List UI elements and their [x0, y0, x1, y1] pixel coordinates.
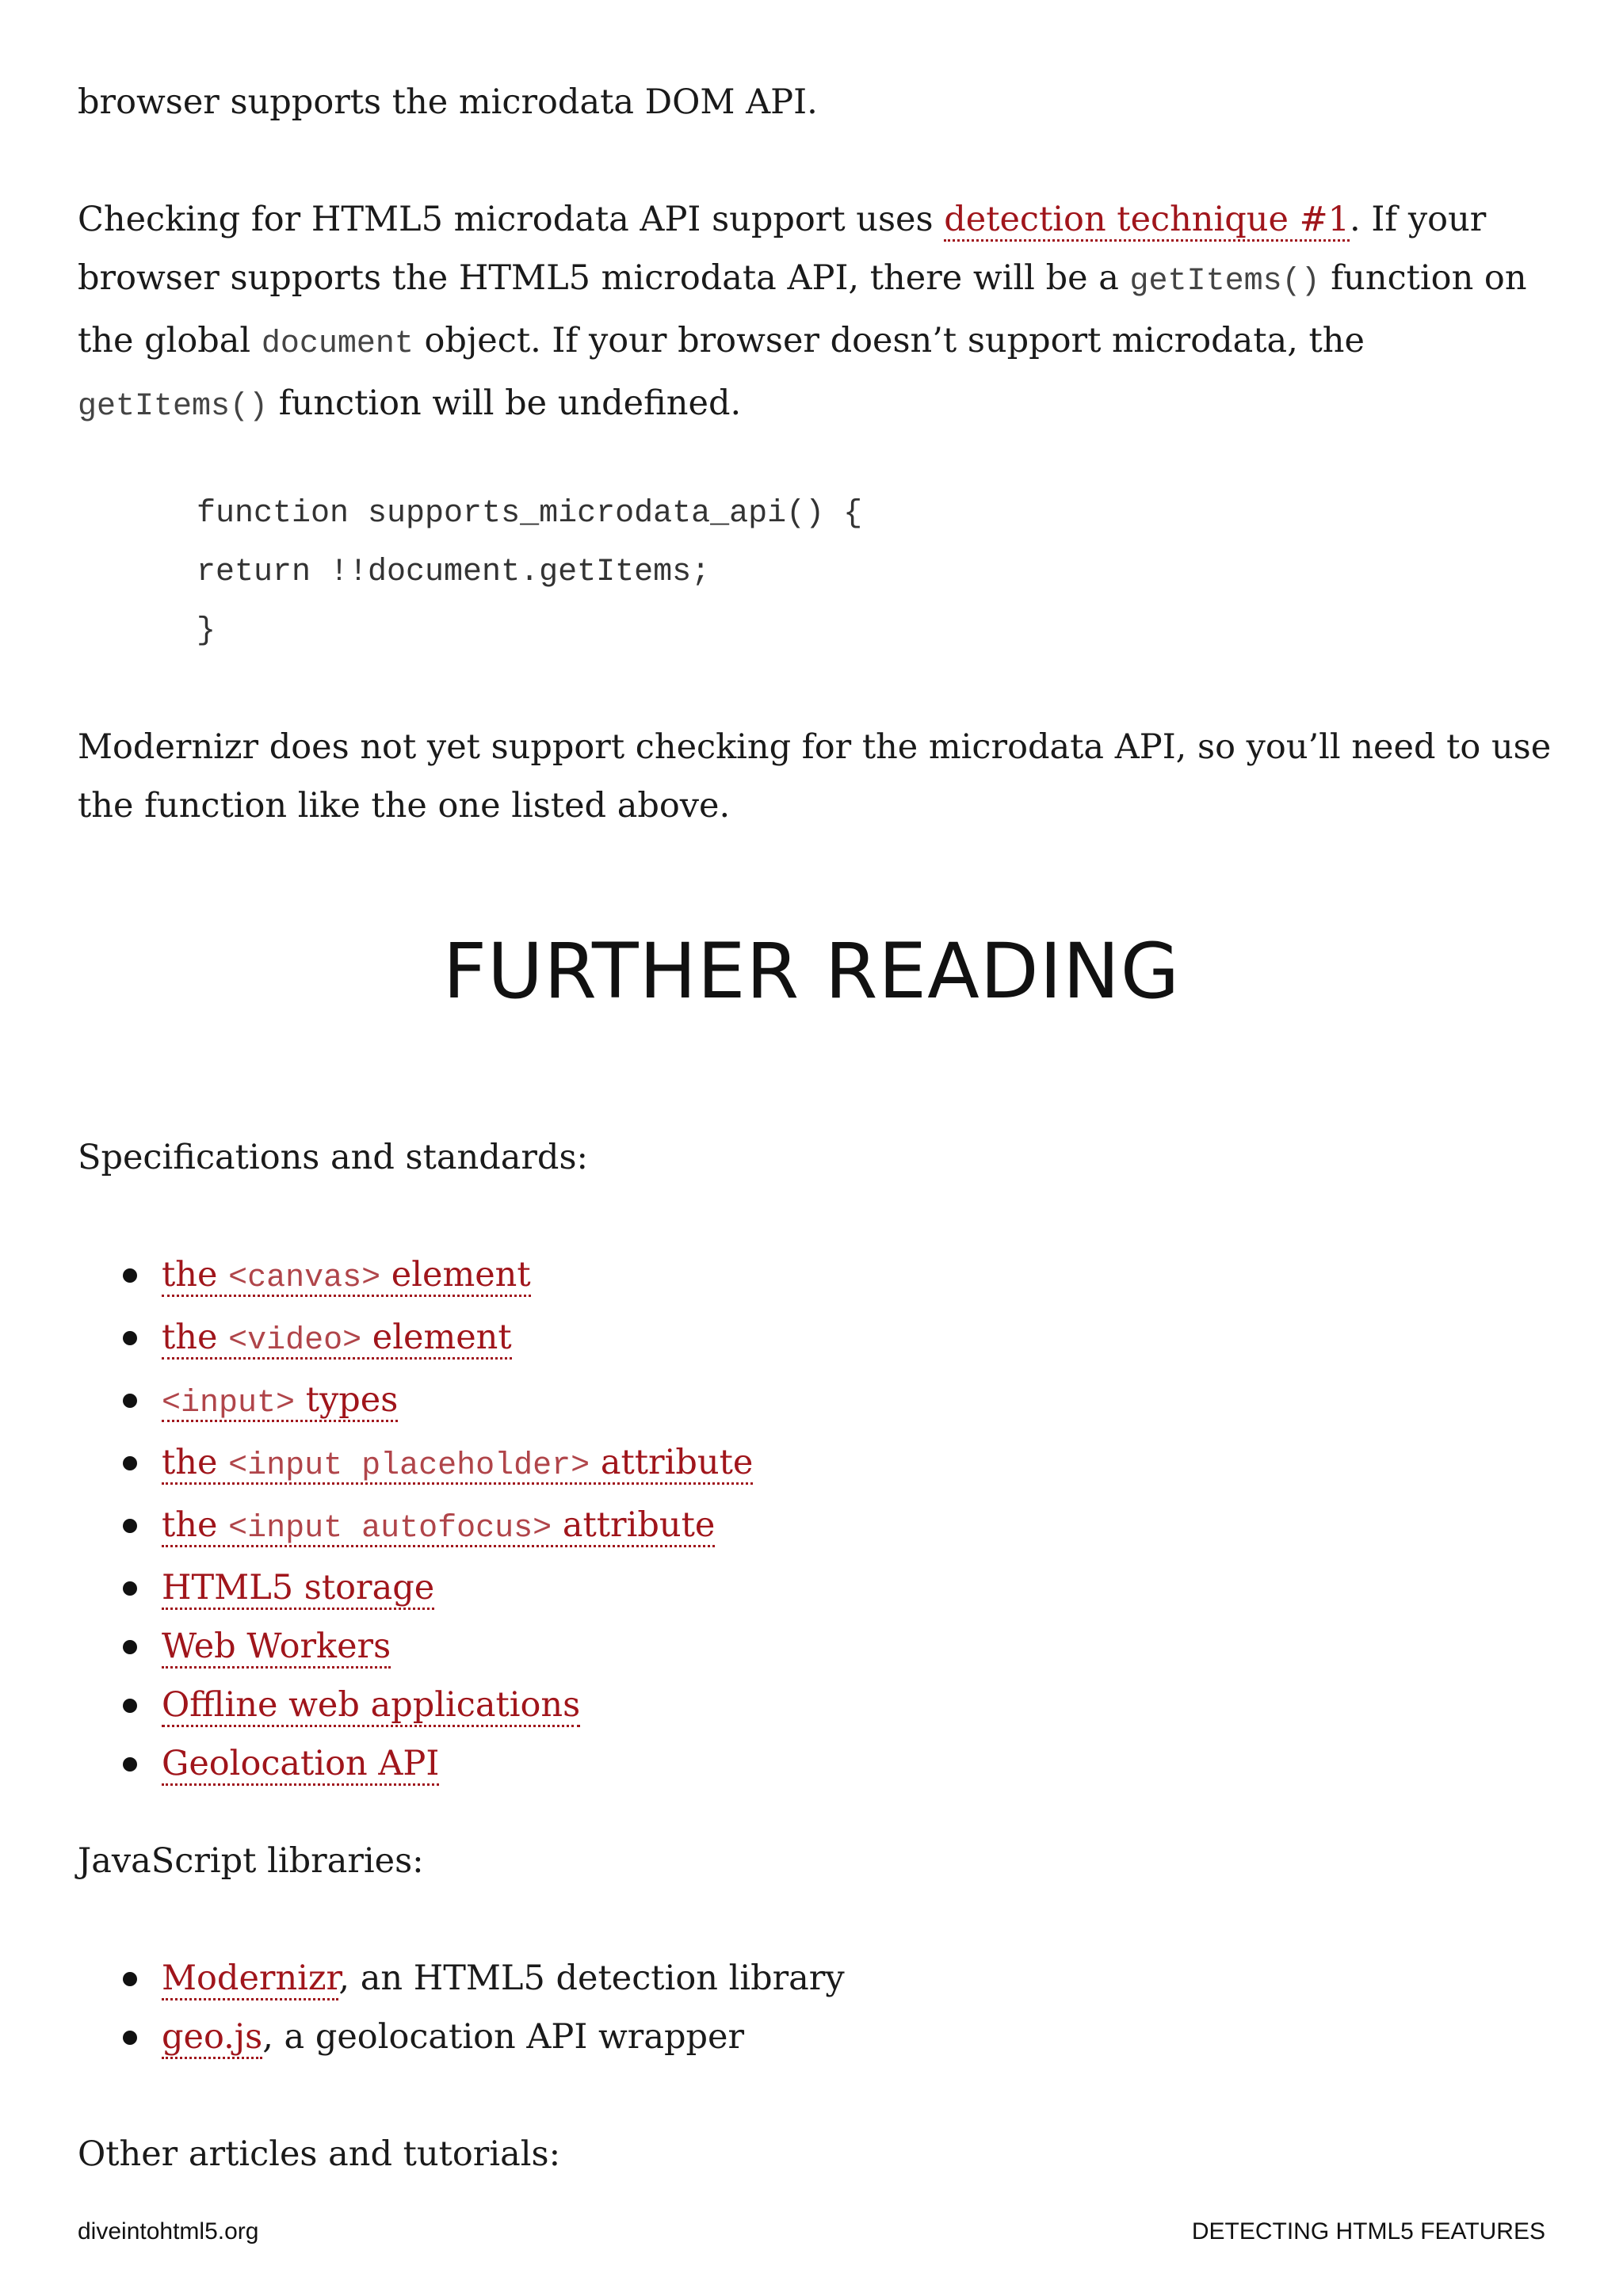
bullet-icon [123, 1757, 137, 1772]
list-item [78, 1245, 753, 1308]
list-item [78, 1308, 753, 1371]
modernizr-paragraph: Modernizr does not yet support checking for the microdata API, so you’ll need to use the function like the one listed above. [78, 727, 1552, 826]
further-reading-heading: FURTHER READING [442, 927, 1181, 1016]
spec-link-video[interactable]: the <video> element [162, 1318, 512, 1359]
spec-link-autofocus[interactable]: the <input autofocus> attribute [162, 1505, 716, 1547]
microdata-paragraph [78, 190, 1552, 437]
code-line: } [197, 613, 216, 649]
para1-text-1: Checking for HTML5 microdata API support uses [78, 200, 945, 239]
para1-text-2: . If your browser supports the HTML5 microdata API, there will be a [78, 200, 1487, 298]
list-item [78, 1676, 753, 1734]
bullet-icon [123, 1581, 137, 1596]
bullet-icon [123, 2031, 137, 2045]
spec-link-web-workers[interactable]: Web Workers [162, 1627, 391, 1669]
spec-link-canvas[interactable]: the <canvas> element [162, 1255, 531, 1296]
bullet-icon [123, 1972, 137, 1986]
list-item [78, 1734, 753, 1793]
code-block [197, 485, 862, 661]
list-item [78, 1371, 753, 1433]
getitems-code: getItems() [1129, 264, 1320, 299]
para1-text-4: object. If your browser doesn’t support microdata, the [413, 321, 1365, 360]
spec-link-offline[interactable]: Offline web applications [162, 1685, 580, 1727]
bullet-icon [123, 1268, 137, 1283]
spec-link-placeholder[interactable]: the <input placeholder> attribute [162, 1443, 754, 1484]
footer-chapter-title: DETECTING HTML5 FEATURES [1191, 2218, 1545, 2245]
bullet-icon [123, 1699, 137, 1713]
list-item [78, 1558, 753, 1617]
para1-text-5: function will be undefined. [268, 383, 742, 423]
getitems-code-2: getItems() [78, 389, 269, 425]
other-articles-label: Other articles and tutorials: [78, 2134, 561, 2174]
document-code: document [261, 326, 414, 362]
geojs-link[interactable]: geo.js [162, 2017, 262, 2059]
spec-link-geolocation[interactable]: Geolocation API [162, 1744, 439, 1786]
js-libraries-list [78, 1949, 845, 2066]
spec-link-input-types[interactable]: <input> types [162, 1380, 399, 1421]
code-line: function supports_microdata_api() { [197, 496, 863, 532]
bullet-icon [123, 1519, 137, 1533]
bullet-icon [123, 1456, 137, 1470]
list-item [78, 1949, 845, 2008]
specs-label: Specifications and standards: [78, 1138, 589, 1177]
specs-list [78, 1245, 753, 1793]
list-item [78, 1617, 753, 1676]
list-item [78, 2008, 845, 2066]
footer-site-name: diveintohtml5.org [78, 2218, 259, 2245]
spec-link-storage[interactable]: HTML5 storage [162, 1568, 434, 1610]
bullet-icon [123, 1331, 137, 1345]
code-line: return !!document.getItems; [197, 555, 711, 590]
intro-line: browser supports the microdata DOM API. [78, 82, 818, 122]
list-item [78, 1496, 753, 1558]
modernizr-description: , an HTML5 detection library [338, 1958, 845, 1998]
para1-text-3: function on the global [78, 258, 1527, 360]
geojs-description: , a geolocation API wrapper [262, 2017, 745, 2057]
bullet-icon [123, 1640, 137, 1654]
list-item [78, 1433, 753, 1496]
modernizr-link[interactable]: Modernizr [162, 1958, 338, 2000]
detection-technique-link[interactable]: detection technique #1 [944, 200, 1350, 242]
bullet-icon [123, 1394, 137, 1408]
js-libraries-label: JavaScript libraries: [78, 1841, 424, 1881]
